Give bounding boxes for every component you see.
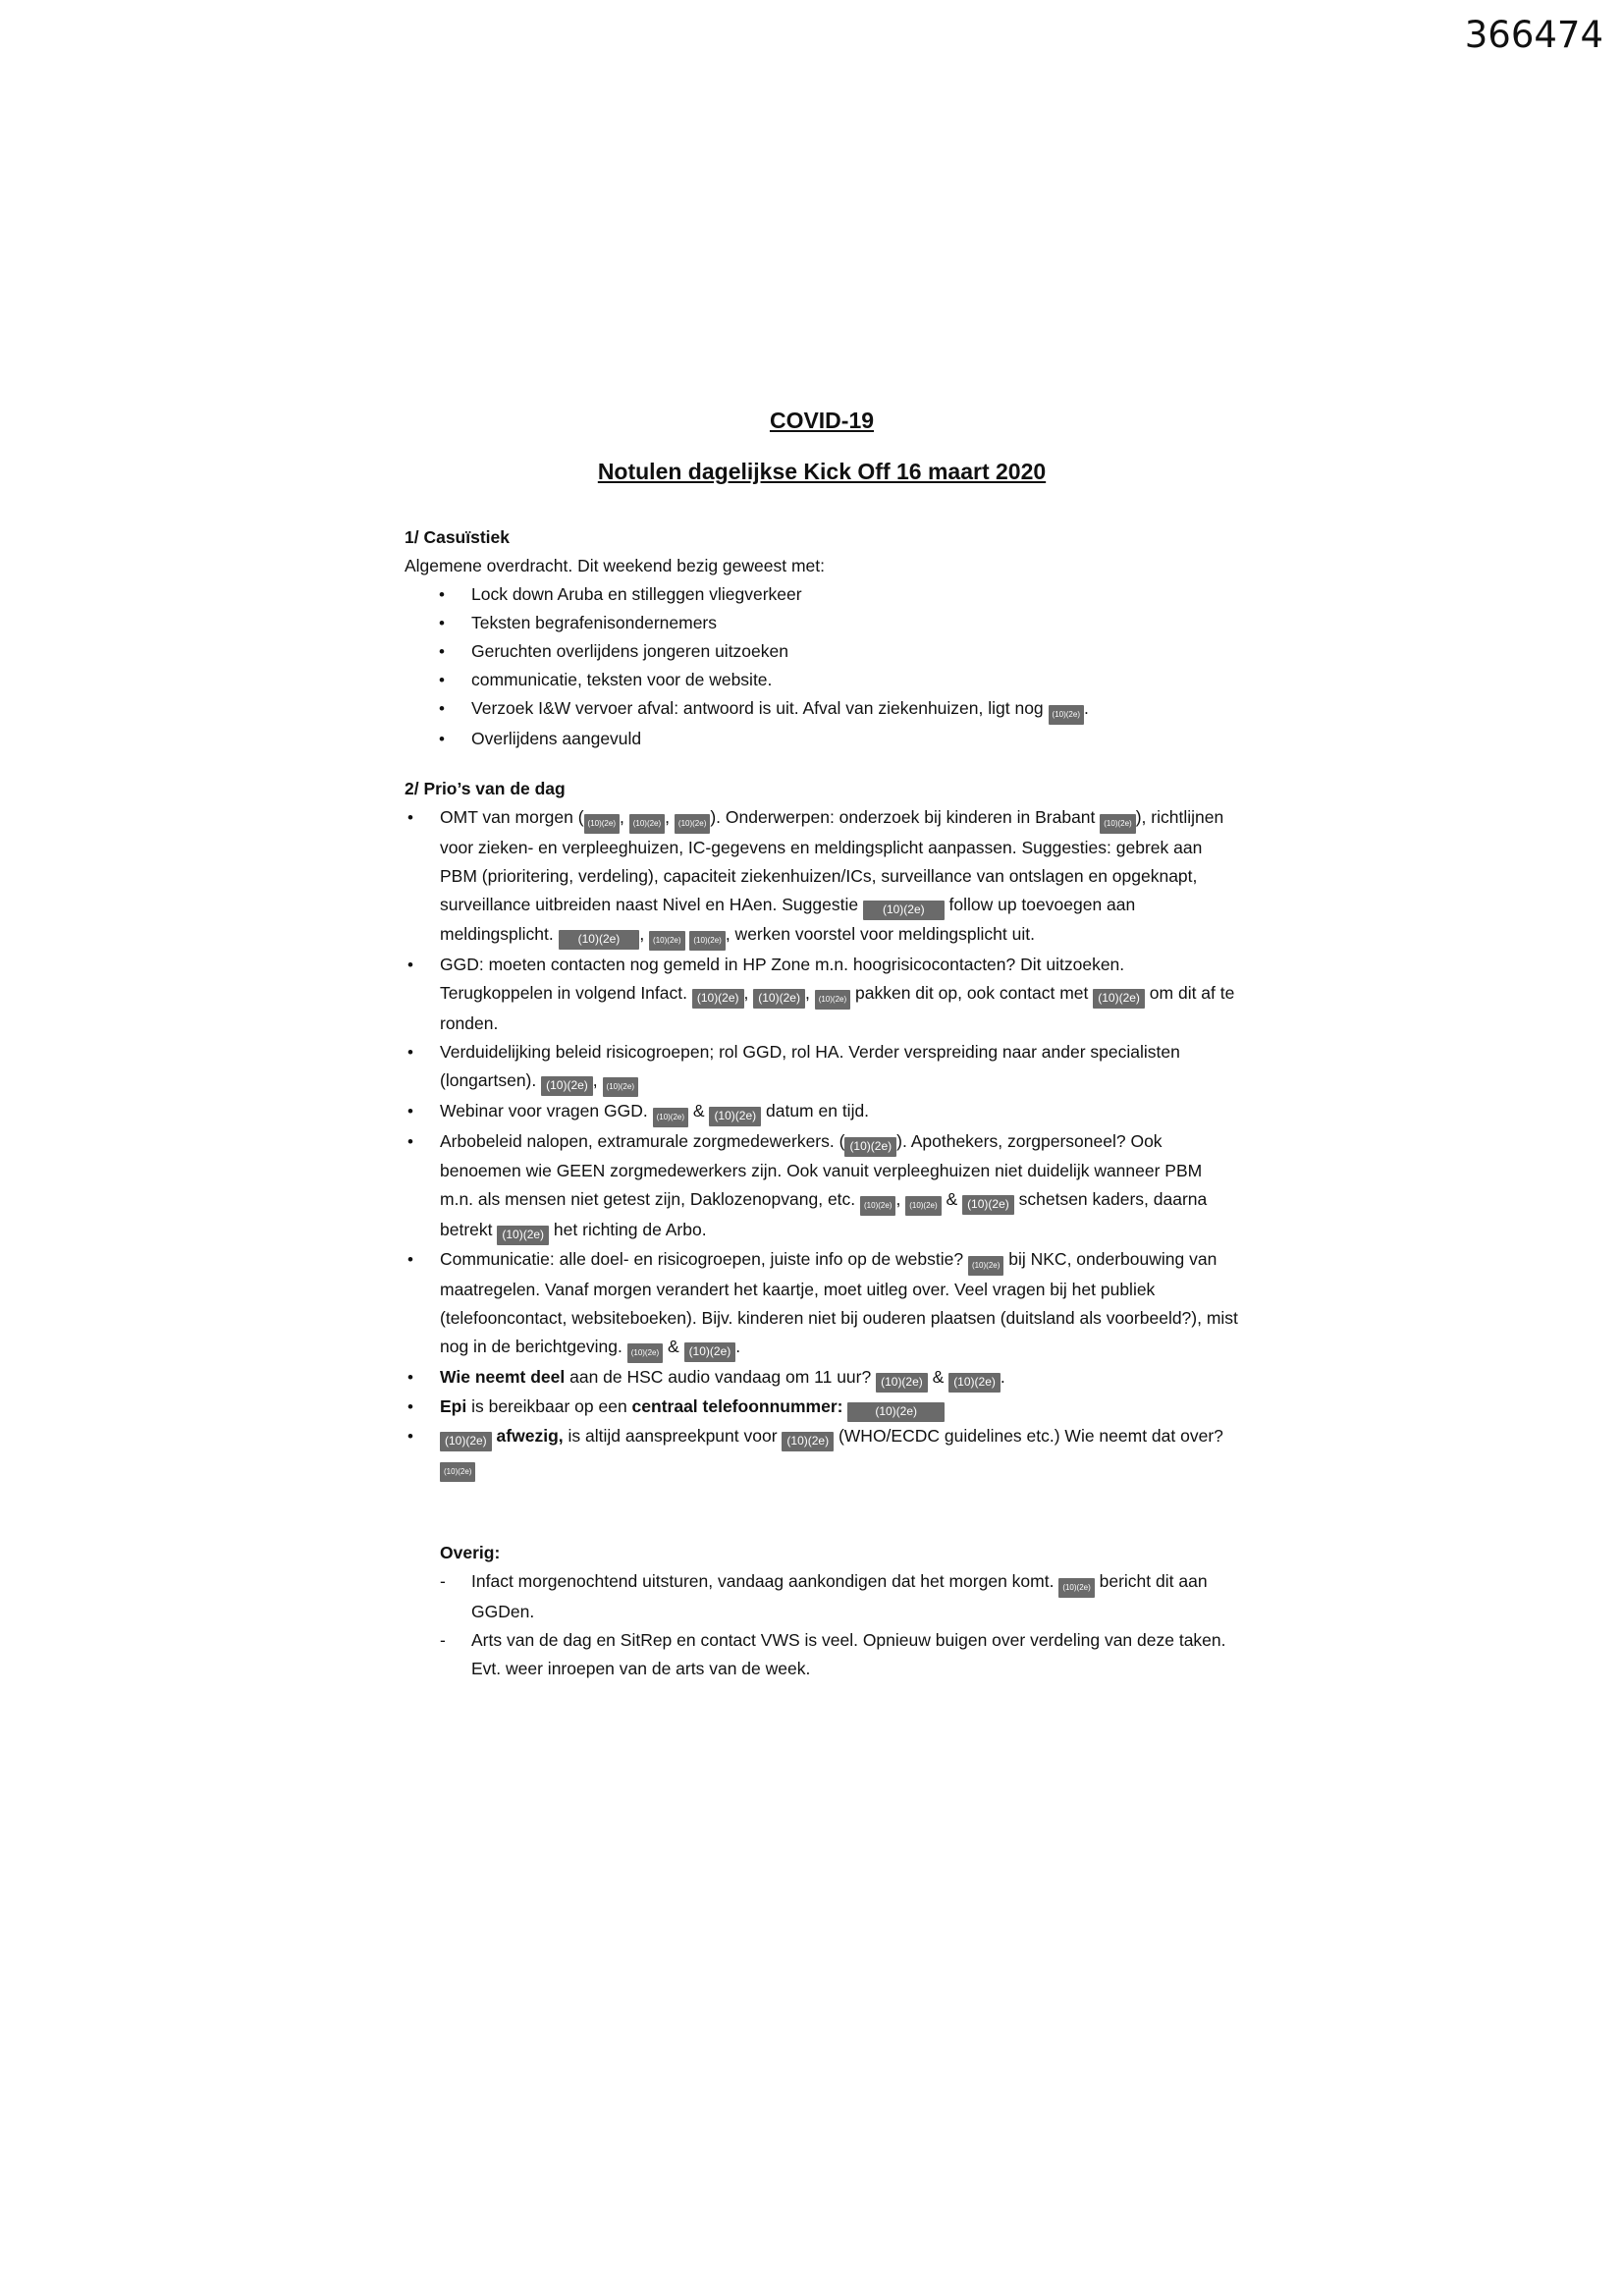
text: ,: [895, 1189, 906, 1209]
list-item-communicatie: [405, 1245, 1239, 1363]
list-item-text: Verzoek I&W vervoer afval: antwoord is uit. Afval van ziekenhuizen, ligt nog: [471, 698, 1049, 718]
redaction-box: (10)(2e): [603, 1077, 638, 1097]
text: ,: [639, 924, 650, 944]
text: Webinar voor vragen GGD.: [440, 1101, 653, 1121]
text: GGD: moeten contacten nog gemeld in HP Zone m.n. hoogrisicocontacten? Dit uitzoeken. Terugkoppelen in volgend Infact.: [440, 955, 1125, 1003]
text: Verduidelijking beleid risicogroepen; rol GGD, rol HA. Verder verspreiding naar ander specialisten (longartsen).: [440, 1042, 1180, 1090]
text: ). Onderwerpen: onderzoek bij kinderen in Brabant: [710, 807, 1101, 827]
text: datum en tijd.: [761, 1101, 870, 1121]
redaction-box: (10)(2e): [559, 930, 640, 950]
text: ,: [804, 983, 815, 1003]
redaction-box: (10)(2e): [815, 990, 850, 1010]
redaction-box: (10)(2e): [629, 814, 665, 834]
redaction-box: (10)(2e): [649, 931, 684, 951]
redaction-box: (10)(2e): [541, 1076, 593, 1096]
redaction-box: (10)(2e): [962, 1195, 1014, 1215]
redaction-box: (10)(2e): [876, 1373, 928, 1393]
redaction-box: (10)(2e): [1100, 814, 1135, 834]
text: (WHO/ECDC guidelines etc.) Wie neemt dat over?: [834, 1426, 1223, 1446]
text-bold: afwezig,: [491, 1426, 564, 1446]
text: pakken dit op, ook contact met: [850, 983, 1094, 1003]
text: OMT van morgen (: [440, 807, 584, 827]
redaction-box: (10)(2e): [627, 1343, 663, 1363]
redaction-box: (10)(2e): [440, 1462, 475, 1482]
text: het richting de Arbo.: [549, 1220, 707, 1239]
text: follow up toevoegen aan meldingsplicht.: [440, 895, 1136, 944]
text-bold: Wie neemt deel: [440, 1367, 566, 1387]
redaction-box: (10)(2e): [709, 1107, 761, 1126]
text: ,: [665, 807, 675, 827]
list-item-text: Lock down Aruba en stilleggen vliegverkeer: [471, 584, 802, 604]
text: schetsen kaders, daarna betrekt: [440, 1189, 1208, 1239]
section-prios-heading: 2/ Prio’s van de dag: [405, 779, 566, 798]
text: is altijd aanspreekpunt voor: [563, 1426, 783, 1446]
text: bij NKC, onderbouwing van maatregelen. Vanaf morgen verandert het kaartje, moet uitleg over. Veel vragen bij het publiek (telefooncontact, websiteboeken). Bijv. kinderen niet bij ouderen plaatsen (duitsland als voorbeeld?), mist nog in de berichtgeving.: [440, 1249, 1238, 1356]
redaction-box: (10)(2e): [684, 1342, 736, 1362]
list-item-text: Overlijdens aangevuld: [471, 729, 642, 748]
text: Arts van de dag en SitRep en contact VWS is veel. Opnieuw buigen over verdeling van deze taken. Evt. weer inroepen van de arts van de week.: [471, 1630, 1226, 1678]
list-item-epi: [405, 1393, 1239, 1422]
redaction-box: (10)(2e): [440, 1432, 492, 1451]
list-item-arbo: [405, 1127, 1239, 1245]
text: aan de HSC audio vandaag om 11 uur?: [565, 1367, 877, 1387]
text: ,: [619, 807, 629, 827]
redaction-box: (10)(2e): [497, 1226, 549, 1245]
text: .: [1000, 1367, 1005, 1387]
list-item: [405, 1626, 1239, 1683]
text: Infact morgenochtend uitsturen, vandaag aankondigen dat het morgen komt.: [471, 1571, 1059, 1591]
document-subtitle: Notulen dagelijkse Kick Off 16 maart 2020: [597, 459, 1047, 484]
redaction-box: (10)(2e): [847, 1402, 945, 1422]
redaction-box: (10)(2e): [584, 814, 620, 834]
text: ,: [592, 1070, 603, 1090]
text: ). Apothekers, zorgpersoneel? Ook benoemen wie GEEN zorgmedewerkers zijn. Ook vanuit verpleeghuizen niet duidelijk wanneer PBM m.n. als mensen niet getest zijn, Daklozenopvang, etc.: [440, 1131, 1203, 1209]
list-item-webinar: [405, 1097, 1239, 1127]
text: &: [941, 1189, 963, 1209]
redaction-box: (10)(2e): [844, 1137, 896, 1157]
document-title: COVID-19: [769, 408, 875, 433]
redaction-box: (10)(2e): [1049, 705, 1084, 725]
redaction-box: (10)(2e): [675, 814, 710, 834]
list-item-omt: [405, 803, 1239, 951]
text: is bereikbaar op een: [466, 1396, 632, 1416]
redaction-box: (10)(2e): [905, 1196, 941, 1216]
redaction-box: (10)(2e): [860, 1196, 895, 1216]
section-casuistiek-heading: 1/ Casuïstiek: [405, 527, 510, 547]
text: bericht dit aan GGDen.: [471, 1571, 1208, 1621]
text: ), richtlijnen voor zieken- en verpleeghuizen, IC-gegevens en meldingsplicht aanpassen. Suggesties: gebrek aan PBM (prioritering, verdeling), capaciteit ziekenhuizen/ICs, surveillance van ontslagen en opgeknapt, surveillance uitbreiden naast Nivel en HAen. Suggestie: [440, 807, 1224, 914]
casuistiek-list: [405, 580, 1239, 753]
redaction-box: (10)(2e): [692, 989, 744, 1009]
text: &: [688, 1101, 710, 1121]
list-item: [405, 609, 1239, 637]
redaction-box: (10)(2e): [653, 1108, 688, 1127]
list-item: [405, 580, 1239, 609]
list-item-text: Teksten begrafenisondernemers: [471, 613, 718, 632]
text: Arbobeleid nalopen, extramurale zorgmedewerkers. (: [440, 1131, 845, 1151]
text: &: [663, 1337, 684, 1356]
redaction-box: (10)(2e): [863, 901, 945, 920]
prios-list: [405, 803, 1239, 1482]
redaction-box: (10)(2e): [948, 1373, 1001, 1393]
list-item: [405, 1567, 1239, 1626]
redaction-box: (10)(2e): [782, 1432, 834, 1451]
overig-list: [405, 1567, 1239, 1683]
list-item: [405, 725, 1239, 753]
redaction-box: (10)(2e): [968, 1256, 1003, 1276]
section-overig-heading: Overig:: [440, 1543, 501, 1562]
text-bold: centraal telefoonnummer:: [631, 1396, 843, 1416]
text: , werken voorstel voor meldingsplicht uit.: [725, 924, 1035, 944]
list-item-verduidelijking: [405, 1038, 1239, 1097]
text: Communicatie: alle doel- en risicogroepen, juiste info op de webstie?: [440, 1249, 968, 1269]
text: om dit af te ronden.: [440, 983, 1235, 1033]
list-item: [405, 694, 1239, 725]
redaction-box: (10)(2e): [1093, 989, 1145, 1009]
list-item-text: Geruchten overlijdens jongeren uitzoeken: [471, 641, 788, 661]
text-bold: Epi: [440, 1396, 467, 1416]
redaction-box: (10)(2e): [689, 931, 725, 951]
list-item-afwezig: [405, 1422, 1239, 1482]
redaction-box: (10)(2e): [1058, 1578, 1094, 1598]
list-item-ggd: [405, 951, 1239, 1038]
list-item: [405, 666, 1239, 694]
document-number: 366474: [1464, 14, 1603, 56]
text: ,: [743, 983, 754, 1003]
list-item: [405, 637, 1239, 666]
list-item-hsc: [405, 1363, 1239, 1393]
redaction-box: (10)(2e): [753, 989, 805, 1009]
section-casuistiek-intro: Algemene overdracht. Dit weekend bezig geweest met:: [405, 556, 826, 575]
text: .: [735, 1337, 741, 1356]
list-item-text: communicatie, teksten voor de website.: [471, 670, 773, 689]
minutes-page: [405, 406, 1239, 1683]
text: &: [927, 1367, 949, 1387]
list-item-text: .: [1083, 698, 1089, 718]
